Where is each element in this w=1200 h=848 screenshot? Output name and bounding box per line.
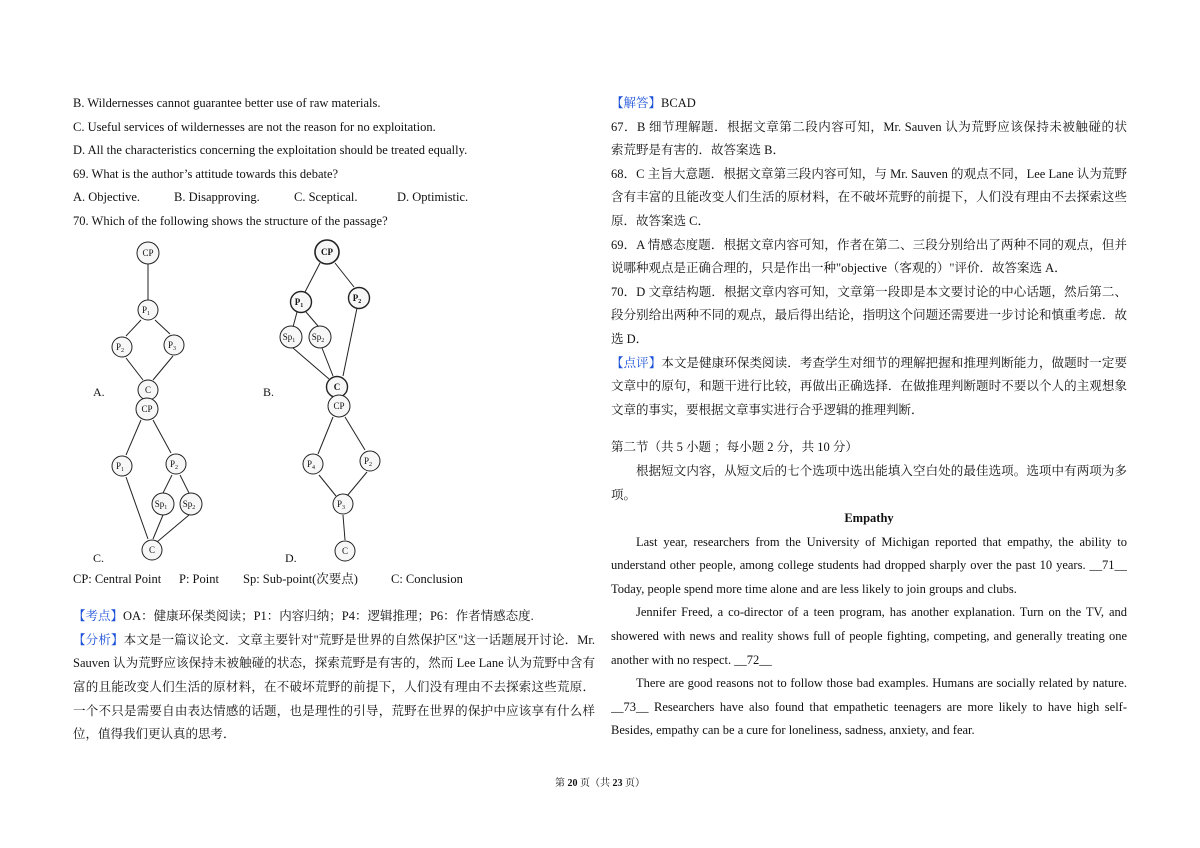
- node-label: $Sp_1$: [282, 331, 296, 344]
- node-label: CP: [142, 247, 154, 258]
- footer-text: 第: [555, 778, 568, 789]
- instructions-line-2: 项。: [611, 487, 637, 502]
- fenxi-line-3: 富的且能改变人们生活的原材料，在不破坏荒野的前提下，人们没有理由不去探索这些荒原．: [73, 679, 595, 694]
- node-label: $P_1$: [141, 304, 151, 317]
- node-label: $P_2$: [352, 292, 362, 305]
- diagram-b-p1: [291, 291, 312, 312]
- jieda: [611, 92, 1127, 116]
- answer-70-line-3: 选 D．: [611, 331, 649, 346]
- diagram-label-d: D.: [285, 550, 297, 565]
- node-label: $P_3$: [336, 498, 346, 511]
- answer-69-line-2: 说哪种观点是正确合理的，只是作出一种"objective（客观的）"评价．故答案选 A．: [611, 261, 1067, 276]
- node-label: $P_3$: [167, 339, 177, 352]
- legend-sp: Sp: Sub-point(次要点): [243, 571, 358, 586]
- fenxi-line-1: [73, 629, 595, 653]
- footer-text: 页（共: [577, 778, 613, 789]
- page-number: 20: [567, 778, 578, 789]
- kaodian: [73, 605, 595, 629]
- node-label: CP: [141, 403, 153, 414]
- node-label: $P_2$: [115, 341, 125, 354]
- section-heading: 第二节（共 5 小题 ；每小题 2 分，共 10 分）: [611, 440, 858, 455]
- page-total: 23: [612, 778, 623, 789]
- kaodian-tag: 【考点】: [73, 609, 124, 624]
- dianping-text: 本文是健康环保类阅读．考查学生对细节的理解把握和推理判断能力，做题时一定要: [661, 355, 1127, 370]
- node-label: $P_2$: [363, 455, 373, 468]
- para2-line-2: showered with news and reality shows full of people fighting, competing, and generally treating one: [611, 629, 1127, 644]
- kaodian-text: OA：健康环保类阅读；P1：内容归纳；P4：逻辑推理；P6：作者情感态度.: [123, 609, 534, 624]
- diagram-label-a: A.: [93, 384, 105, 399]
- dianping-line-1: [611, 352, 1127, 376]
- node-label: C: [148, 544, 156, 555]
- para3-line-3: Besides, empathy can be a cure for loneliness, sadness, anxiety, and fear.: [611, 723, 975, 738]
- para2-line-1: Jennifer Freed, a co-director of a teen program, has another explanation. Turn on the TV, and: [636, 605, 1127, 620]
- question-69-stem: 69. What is the author’s attitude towards this debate?: [73, 166, 339, 181]
- legend-c: C: Conclusion: [391, 571, 463, 586]
- q69-option-d: D. Optimistic.: [397, 190, 469, 205]
- node-label: $Sp_2$: [182, 498, 196, 511]
- para2-line-3: another with no respect. __72__: [611, 652, 772, 667]
- para1-line-3: Today, people spend more time alone and are less likely to join groups and clubs.: [611, 581, 1017, 596]
- fenxi-text: 本文是一篇议论文．文章主要针对"荒野是世界的自然保护区"这一话题展开讨论．Mr.: [123, 632, 595, 647]
- question-68-option-b: B. Wildernesses cannot guarantee better use of raw materials.: [73, 96, 381, 110]
- q69-option-c: C. Sceptical.: [294, 190, 358, 205]
- para3-line-1: There are good reasons not to follow those bad examples. Humans are socially related by nature.: [636, 676, 1127, 691]
- node-label: $P_4$: [306, 458, 316, 471]
- jieda-answer: BCAD: [661, 96, 696, 110]
- structure-diagrams: [73, 236, 493, 566]
- answer-68-line-2: 含有丰富的且能改变人们生活的原材料，在不破坏荒野的前提下，人们没有理由不去探索这些: [611, 190, 1127, 205]
- answer-70-line-1: 70．D 文章结构题．根据文章内容可知，文章第一段即是本文要讨论的中心话题，然后第二、: [611, 284, 1127, 299]
- answer-68-line-1: 68．C 主旨大意题．根据文章第三段内容可知，与 Mr. Sauven 的观点不同，Lee Lane 认为荒野: [611, 166, 1127, 181]
- page-footer: [0, 774, 1200, 789]
- node-label: CP: [321, 246, 333, 257]
- answer-67-line-1: 67．B 细节理解题．根据文章第二段内容可知，Mr. Sauven 认为荒野应该保持未被触碰的状: [611, 119, 1127, 134]
- node-label: $P_1$: [294, 296, 304, 309]
- jieda-tag: 【解答】: [611, 96, 662, 110]
- q69-option-b: B. Disapproving.: [174, 190, 260, 205]
- dianping-line-2: 文章中的原句，和题干进行比较，再做出正确选择．在做推理判断题时不要以个人的主观想象: [611, 379, 1127, 394]
- node-label: $Sp_2$: [311, 331, 325, 344]
- para1-line-1: Last year, researchers from the University of Michigan reported that empathy, the ability to: [636, 534, 1127, 549]
- passage-title: Empathy: [844, 511, 894, 526]
- answer-69-line-1: 69．A 情感态度题．根据文章内容可知，作者在第二、三段分别给出了两种不同的观点，但并: [611, 237, 1127, 252]
- legend-cp: CP: Central Point: [73, 571, 162, 586]
- dianping-tag: 【点评】: [611, 355, 662, 370]
- fenxi-line-4: 一个不只是需要自由表达情感的话题，也是理性的引导，荒野在世界的保护中应该享有什么样: [73, 703, 595, 718]
- para1-line-2: understand other people, among college students had dropped sharply over the past 10 years. __71__: [611, 558, 1127, 573]
- diagram-label-c: C.: [93, 550, 105, 565]
- node-label: C: [341, 545, 349, 556]
- left-column: [73, 92, 595, 747]
- node-label: C: [144, 384, 152, 395]
- footer-text: 页）: [622, 778, 645, 789]
- node-label: $P_1$: [115, 460, 125, 473]
- question-68-option-d: D. All the characteristics concerning the exploitation should be treated equally.: [73, 143, 468, 158]
- diagram-legend: [73, 568, 595, 592]
- question-68-option-c: C. Useful services of wildernesses are not the reason for no exploitation.: [73, 119, 436, 134]
- question-70-stem: 70. Which of the following shows the structure of the passage?: [73, 213, 388, 228]
- diagram-label-b: B.: [263, 384, 275, 399]
- fenxi-line-5: 位，值得我们更认真的思考．: [73, 727, 236, 742]
- diagram-b-p2: [349, 287, 370, 308]
- legend-p: P: Point: [179, 571, 219, 586]
- instructions-line-1: 根据短文内容，从短文后的七个选项中选出能填入空白处的最佳选项。选项中有两项为多: [636, 463, 1127, 478]
- dianping-line-3: 文章的事实，要根据文章事实进行合乎逻辑的推理判断．: [611, 402, 924, 417]
- fenxi-tag: 【分析】: [73, 632, 124, 647]
- question-69-options: [73, 186, 595, 210]
- node-label: C: [333, 381, 341, 392]
- node-label: $P_2$: [169, 458, 179, 471]
- node-label: CP: [333, 400, 345, 411]
- answer-68-line-3: 原．故答案选 C．: [611, 213, 710, 228]
- right-column: [611, 92, 1127, 743]
- node-label: $Sp_1$: [154, 498, 168, 511]
- para3-line-2: __73__ Researchers have also found that empathetic teenagers are more likely to have high self-: [611, 699, 1127, 714]
- answer-67-line-2: 索荒野是有害的．故答案选 B．: [611, 143, 785, 158]
- fenxi-line-2: Sauven 认为荒野应该保持未被触碰的状态，探索荒野是有害的，然而 Lee Lane 认为荒野中含有: [73, 656, 595, 671]
- q69-option-a: A. Objective.: [73, 190, 140, 205]
- answer-70-line-2: 段分别给出两种不同的观点，最后得出结论，指明这个问题还需要进一步讨论和慎重考虑．故: [611, 308, 1127, 323]
